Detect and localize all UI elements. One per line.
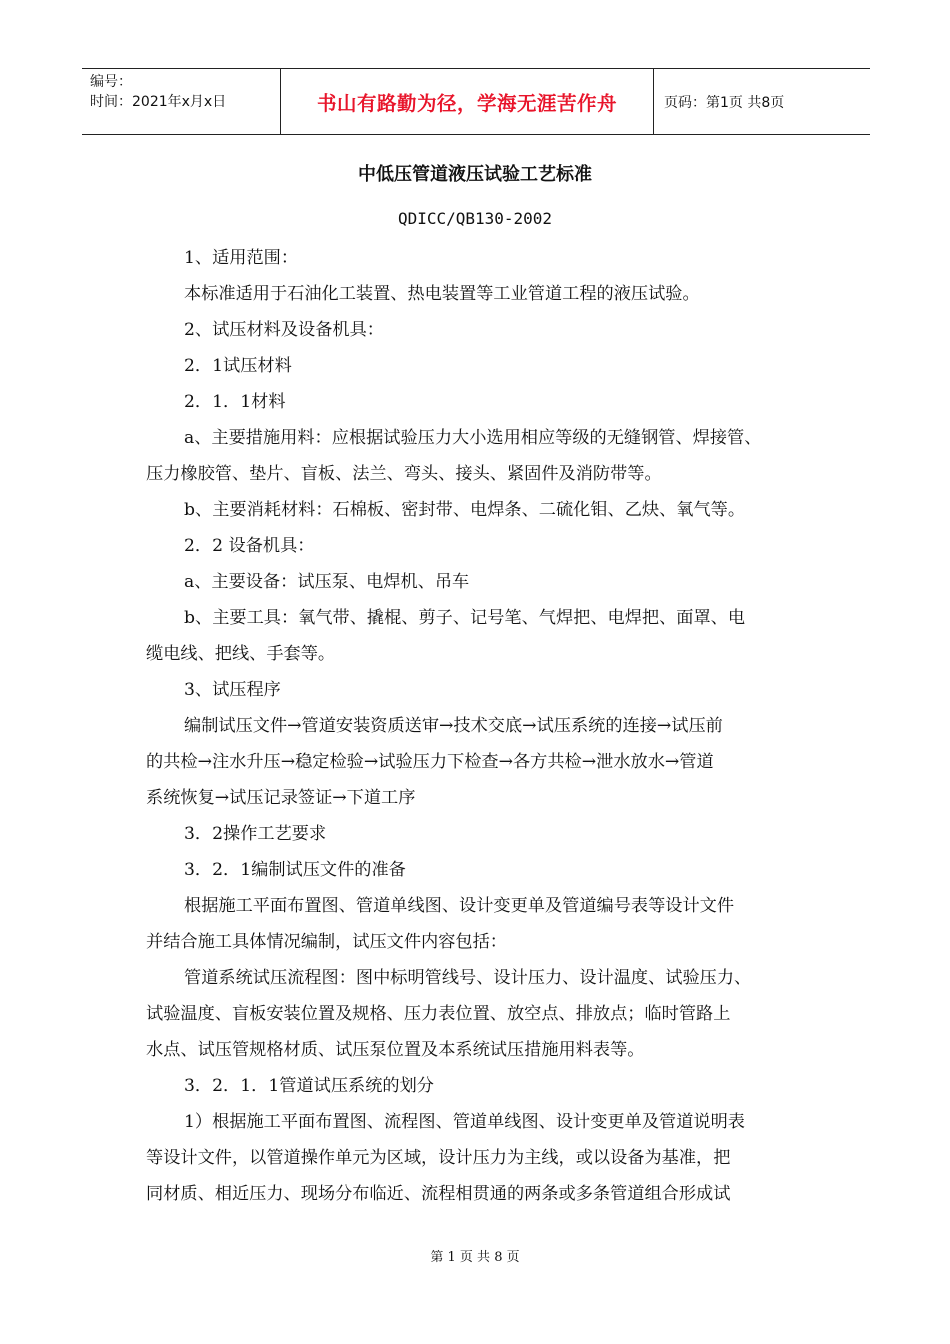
paragraph: 并结合施工具体情况编制，试压文件内容包括： bbox=[146, 932, 507, 952]
paragraph: 3．2．1编制试压文件的准备 bbox=[184, 860, 406, 880]
paragraph: 等设计文件，以管道操作单元为区域，设计压力为主线，或以设备为基准，把 bbox=[146, 1148, 731, 1168]
document-body bbox=[146, 240, 806, 1212]
paragraph: 的共检→注水升压→稳定检验→试验压力下检查→各方共检→泄水放水→管道 bbox=[146, 752, 714, 772]
number-label: 编号： bbox=[90, 74, 132, 90]
paragraph: 2、试压材料及设备机具： bbox=[184, 320, 384, 340]
paragraph: 2．1．1材料 bbox=[184, 392, 286, 412]
document-code: QDICC/QB130-2002 bbox=[397, 209, 553, 228]
paragraph: b、主要消耗材料：石棉板、密封带、电焊条、二硫化钼、乙炔、氧气等。 bbox=[184, 500, 746, 520]
paragraph: 压力橡胶管、垫片、盲板、法兰、弯头、接头、紧固件及消防带等。 bbox=[146, 464, 662, 484]
paragraph: 系统恢复→试压记录签证→下道工序 bbox=[146, 788, 416, 808]
paragraph: 1、适用范围： bbox=[184, 248, 299, 268]
paragraph: 试验温度、盲板安装位置及规格、压力表位置、放空点、排放点；临时管路上 bbox=[146, 1004, 731, 1024]
paragraph: 3．2．1．1管道试压系统的划分 bbox=[184, 1076, 434, 1096]
header-left bbox=[82, 69, 280, 134]
paragraph: 根据施工平面布置图、管道单线图、设计变更单及管道编号表等设计文件 bbox=[184, 896, 735, 916]
paragraph: 2．2 设备机具： bbox=[184, 536, 315, 556]
paragraph: 缆电线、把线、手套等。 bbox=[146, 644, 336, 664]
paragraph: a、主要设备：试压泵、电焊机、吊车 bbox=[184, 572, 470, 592]
paragraph: a、主要措施用料：应根据试验压力大小选用相应等级的无缝钢管、焊接管、 bbox=[184, 428, 762, 448]
paragraph: 3．2操作工艺要求 bbox=[184, 824, 327, 844]
paragraph: 水点、试压管规格材质、试压泵位置及本系统试压措施用料表等。 bbox=[146, 1040, 645, 1060]
header-page-label: 页码：第1页 共8页 bbox=[664, 94, 785, 111]
time-label: 时间：2021年x月x日 bbox=[90, 94, 227, 110]
paragraph: 同材质、相近压力、现场分布临近、流程相贯通的两条或多条管道组合形成试 bbox=[146, 1184, 731, 1204]
paragraph: 管道系统试压流程图：图中标明管线号、设计压力、设计温度、试验压力、 bbox=[184, 968, 752, 988]
paragraph: 本标准适用于石油化工装置、热电装置等工业管道工程的液压试验。 bbox=[184, 284, 700, 304]
page-footer: 第 1 页 共 8 页 bbox=[430, 1250, 520, 1265]
document-title: 中低压管道液压试验工艺标准 bbox=[358, 164, 592, 185]
paragraph: 编制试压文件→管道安装资质送审→技术交底→试压系统的连接→试压前 bbox=[184, 716, 723, 736]
paragraph: b、主要工具：氧气带、撬棍、剪子、记号笔、气焊把、电焊把、面罩、电 bbox=[184, 608, 746, 628]
paragraph: 3、试压程序 bbox=[184, 680, 281, 700]
paragraph: 1）根据施工平面布置图、流程图、管道单线图、设计变更单及管道说明表 bbox=[184, 1112, 745, 1132]
paragraph: 2．1试压材料 bbox=[184, 356, 292, 376]
document-header bbox=[82, 68, 870, 135]
header-motto: 书山有路勤为径，学海无涯苦作舟 bbox=[280, 69, 654, 134]
